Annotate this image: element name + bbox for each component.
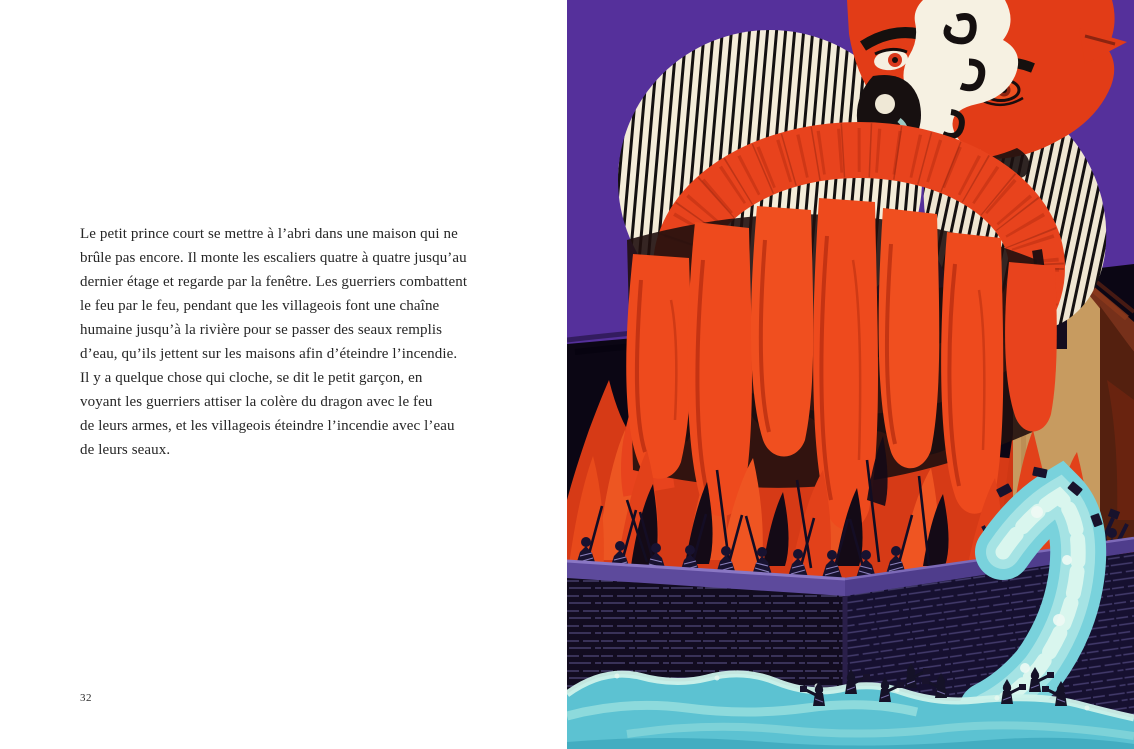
story-line: humaine jusqu’à la rivière pour se passer des seaux remplis bbox=[80, 322, 443, 338]
story-line: Il y a quelque chose qui cloche, se dit le petit garçon, en bbox=[80, 370, 423, 386]
story-line: de leurs armes, et les villageois éteindre l’incendie avec l’eau bbox=[80, 418, 455, 434]
page-number: 32 bbox=[80, 692, 92, 704]
dragon-beard bbox=[626, 198, 1057, 530]
story-paragraph bbox=[80, 222, 520, 462]
right-page bbox=[567, 0, 1134, 749]
illustration bbox=[567, 0, 1134, 749]
story-line: d’eau, qu’ils jettent sur les maisons afin d’éteindre l’incendie. bbox=[80, 346, 458, 362]
story-line: dernier étage et regarde par la fenêtre. Les guerriers combattent bbox=[80, 274, 468, 290]
story-line: le feu par le feu, pendant que les villageois font une chaîne bbox=[80, 298, 440, 314]
story-line: voyant les guerriers attiser la colère du dragon avec le feu bbox=[80, 394, 433, 410]
story-line: de leurs seaux. bbox=[80, 442, 171, 458]
story-line: brûle pas encore. Il monte les escaliers quatre à quatre jusqu’au bbox=[80, 250, 467, 266]
story-line: Le petit prince court se mettre à l’abri dans une maison qui ne bbox=[80, 226, 458, 242]
